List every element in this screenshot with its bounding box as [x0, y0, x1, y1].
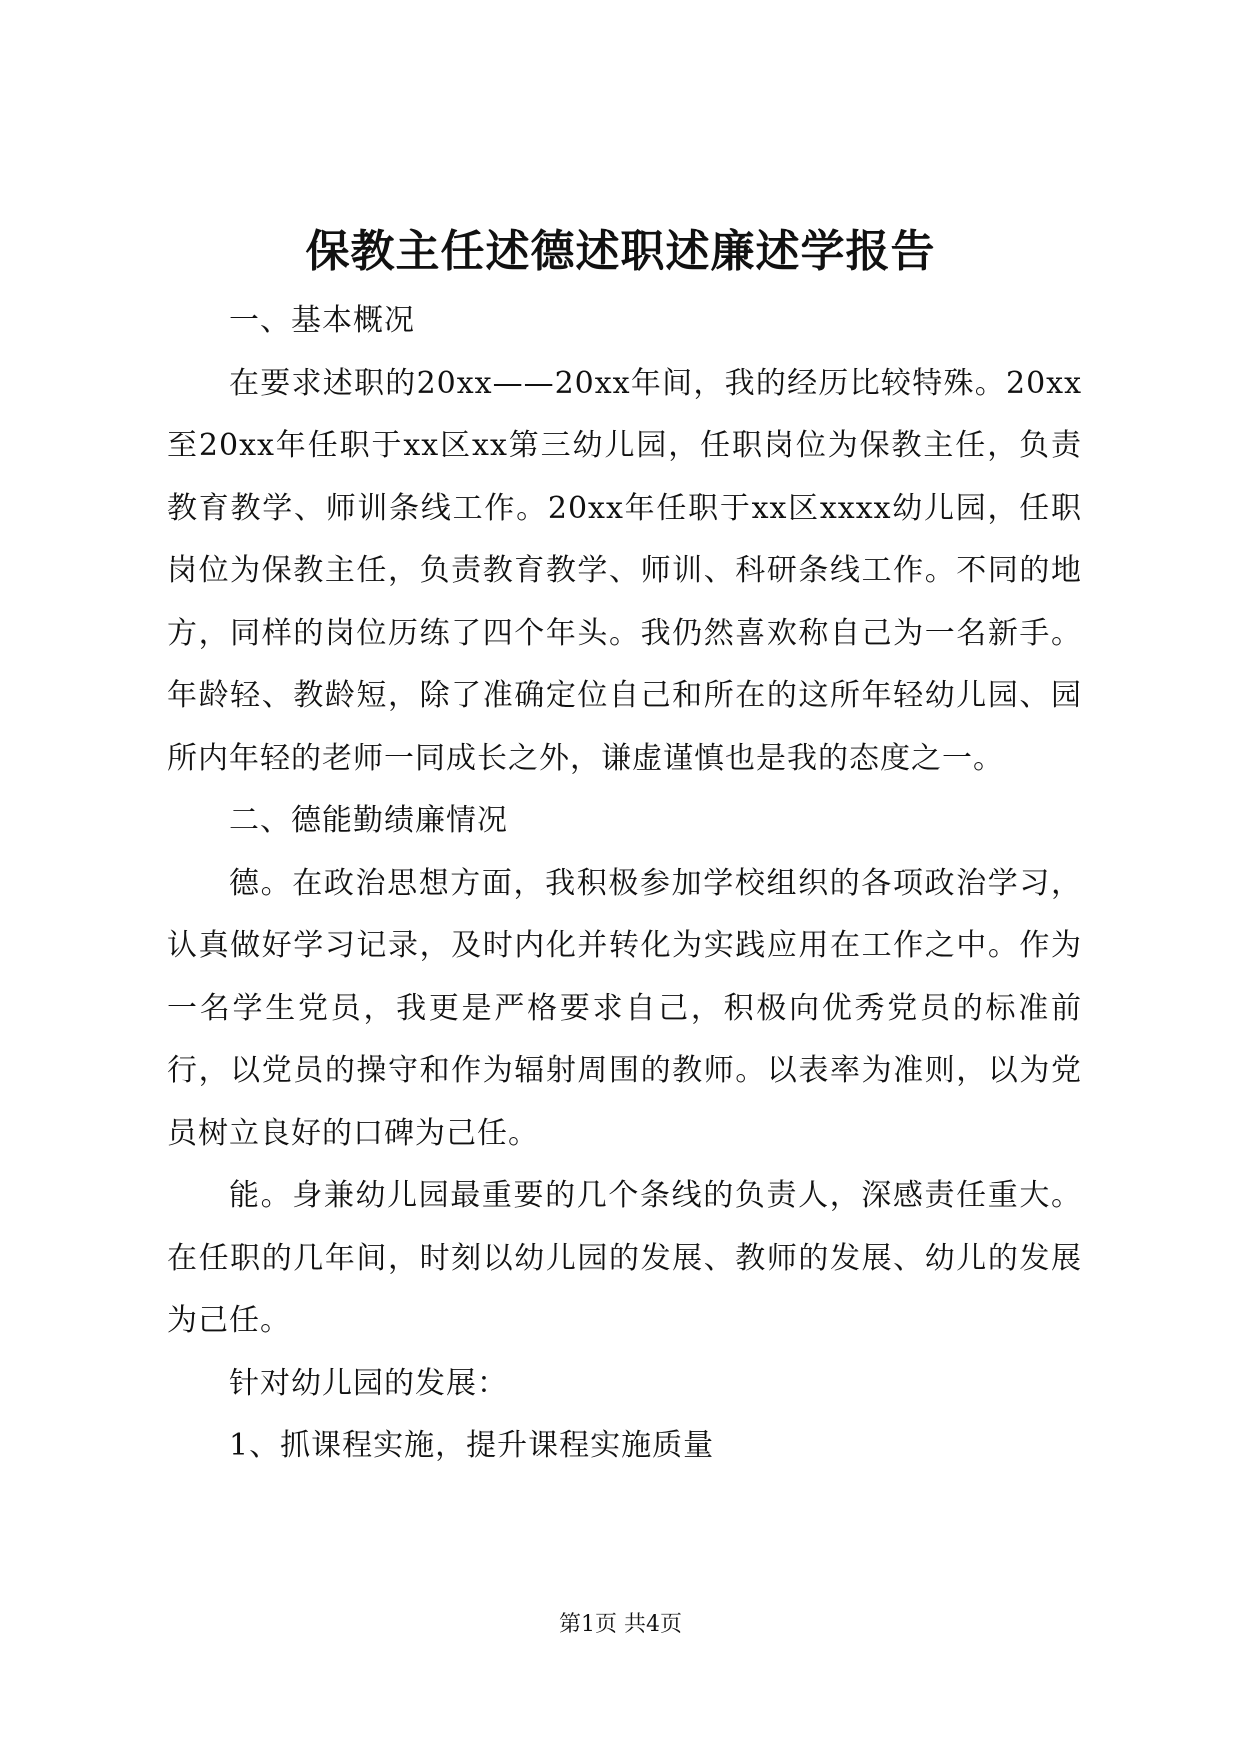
section-heading-performance: 二、德能勤绩廉情况 [229, 803, 508, 838]
document-title: 保教主任述德述职述廉述学报告 [305, 226, 936, 277]
list-item-curriculum: 1、抓课程实施，提升课程实施质量 [229, 1428, 715, 1463]
paragraph-kindergarten-development: 针对幼儿园的发展： [229, 1365, 508, 1401]
section-heading-basic-overview: 一、基本概况 [229, 303, 415, 338]
paragraph-basic-overview: 在要求述职的20xx——20xx年间，我的经历比较特殊。20xx至20xx年任职于xx区xx第三幼儿园，任职岗位为保教主任，负责教育教学、师训条线工作。20xx年任职于xx区xxxx幼儿园，任职岗位为保教主任，负责教育教学、师训、科研条线工作。不同的地方，同样的岗位历练了四个年头。我仍然喜欢称自己为一名新手。年龄轻、教龄短，除了准确定位自己和所在的这所年轻幼儿园、园所内年轻的老师一同成长之外，谦虚谨慎也是我的态度之一。 [167, 365, 1082, 776]
paragraph-ability: 能。身兼幼儿园最重要的几个条线的负责人，深感责任重大。在任职的几年间，时刻以幼儿园的发展、教师的发展、幼儿的发展为己任。 [167, 1178, 1082, 1338]
document-body [167, 290, 1082, 1478]
page-number-footer: 第1页 共4页 [559, 1612, 682, 1637]
paragraph-morality: 德。在政治思想方面，我积极参加学校组织的各项政治学习，认真做好学习记录，及时内化并转化为实践应用在工作之中。作为一名学生党员，我更是严格要求自己，积极向优秀党员的标准前行，以党员的操守和作为辐射周围的教师。以表率为准则，以为党员树立良好的口碑为己任。 [167, 865, 1082, 1151]
